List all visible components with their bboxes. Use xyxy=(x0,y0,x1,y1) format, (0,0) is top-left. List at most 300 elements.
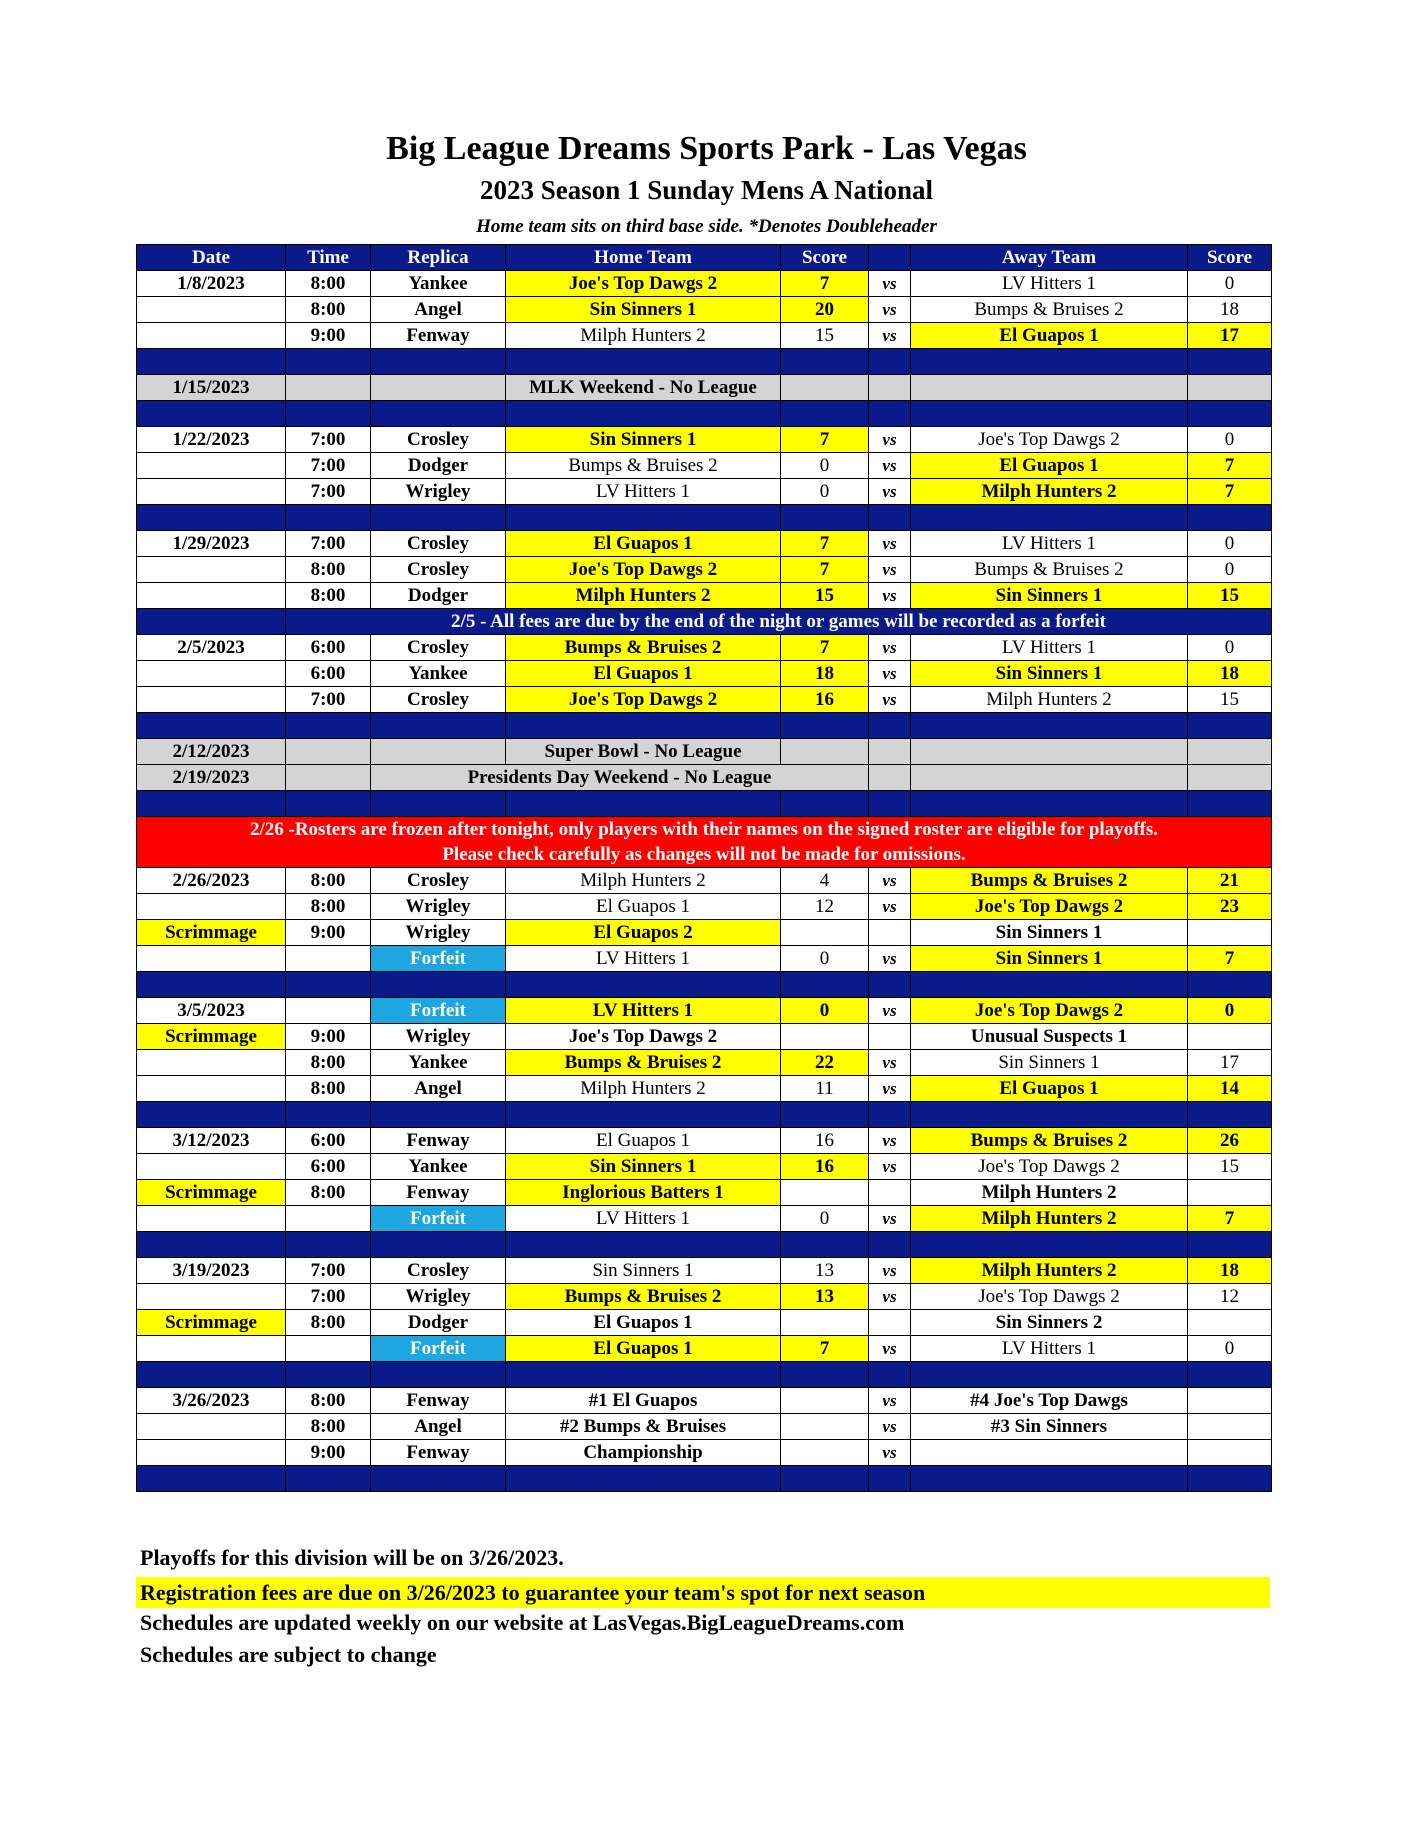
date-cell: Scrimmage xyxy=(137,1180,286,1206)
game-row xyxy=(137,1284,1272,1310)
home-score-cell xyxy=(781,1180,869,1206)
no-league-label: MLK Weekend - No League xyxy=(506,375,781,401)
home-score-cell xyxy=(781,1310,869,1336)
replica-cell xyxy=(371,375,506,401)
header-cell: Date xyxy=(137,245,286,271)
time-cell: 8:00 xyxy=(286,557,371,583)
away-team-cell: LV Hitters 1 xyxy=(911,271,1188,297)
vs-cell: vs xyxy=(869,323,911,349)
vs-cell xyxy=(869,1024,911,1050)
home-team-cell: El Guapos 1 xyxy=(506,894,781,920)
away-score-cell: 26 xyxy=(1188,1128,1272,1154)
replica-cell: Crosley xyxy=(371,1258,506,1284)
away-team-cell: Sin Sinners 2 xyxy=(911,1310,1188,1336)
spacer-cell xyxy=(137,1362,286,1388)
home-score-cell: 0 xyxy=(781,998,869,1024)
replica-cell: Wrigley xyxy=(371,1024,506,1050)
spacer-cell xyxy=(137,1232,286,1258)
game-row xyxy=(137,1050,1272,1076)
time-cell: 6:00 xyxy=(286,661,371,687)
spacer-cell xyxy=(911,1362,1188,1388)
alert-row xyxy=(137,817,1272,868)
away-score-cell: 0 xyxy=(1188,557,1272,583)
vs-cell: vs xyxy=(869,1284,911,1310)
away-team-cell: Sin Sinners 1 xyxy=(911,1050,1188,1076)
spacer-cell xyxy=(286,505,371,531)
home-score-cell: 0 xyxy=(781,453,869,479)
home-team-cell: Bumps & Bruises 2 xyxy=(506,635,781,661)
away-score-cell: 14 xyxy=(1188,1076,1272,1102)
spacer-cell xyxy=(506,1362,781,1388)
away-team-cell: Sin Sinners 1 xyxy=(911,946,1188,972)
vs-cell xyxy=(869,1180,911,1206)
home-team-cell: LV Hitters 1 xyxy=(506,998,781,1024)
spacer-cell xyxy=(781,713,869,739)
home-score-cell: 7 xyxy=(781,427,869,453)
header-cell: Time xyxy=(286,245,371,271)
game-row xyxy=(137,1076,1272,1102)
spacer-cell xyxy=(506,505,781,531)
replica-cell: Crosley xyxy=(371,687,506,713)
away-team-cell: El Guapos 1 xyxy=(911,1076,1188,1102)
away-team-cell: LV Hitters 1 xyxy=(911,635,1188,661)
spacer-cell xyxy=(137,505,286,531)
time-cell: 6:00 xyxy=(286,1154,371,1180)
time-cell: 7:00 xyxy=(286,1258,371,1284)
home-team-cell: #1 El Guapos xyxy=(506,1388,781,1414)
home-team-cell: El Guapos 2 xyxy=(506,920,781,946)
vs-cell: vs xyxy=(869,868,911,894)
spacer-cell xyxy=(1188,972,1272,998)
replica-cell: Dodger xyxy=(371,583,506,609)
spacer-cell xyxy=(137,1466,286,1492)
home-team-cell: Milph Hunters 2 xyxy=(506,323,781,349)
empty-cell xyxy=(1188,739,1272,765)
spacer-cell xyxy=(1188,1232,1272,1258)
vs-cell: vs xyxy=(869,1206,911,1232)
game-row xyxy=(137,894,1272,920)
vs-cell: vs xyxy=(869,946,911,972)
spacer-cell xyxy=(371,713,506,739)
spacer-cell xyxy=(781,972,869,998)
home-score-cell: 18 xyxy=(781,661,869,687)
spacer-cell xyxy=(869,1102,911,1128)
empty-cell xyxy=(781,375,869,401)
away-team-cell: El Guapos 1 xyxy=(911,323,1188,349)
replica-cell: Wrigley xyxy=(371,479,506,505)
away-team-cell: Milph Hunters 2 xyxy=(911,479,1188,505)
spacer-cell xyxy=(869,401,911,427)
spacer-cell xyxy=(506,349,781,375)
vs-cell xyxy=(869,920,911,946)
spacer-cell xyxy=(371,1232,506,1258)
replica-cell: Forfeit xyxy=(371,946,506,972)
vs-cell: vs xyxy=(869,635,911,661)
game-row xyxy=(137,946,1272,972)
date-cell: 3/12/2023 xyxy=(137,1128,286,1154)
home-team-cell: LV Hitters 1 xyxy=(506,946,781,972)
replica-cell: Forfeit xyxy=(371,998,506,1024)
alert-text xyxy=(137,817,1272,868)
footer-playoffs-note: Playoffs for this division will be on 3/26/2023. xyxy=(140,1545,564,1570)
away-score-cell: 7 xyxy=(1188,479,1272,505)
away-team-cell xyxy=(911,1440,1188,1466)
home-score-cell: 4 xyxy=(781,868,869,894)
replica-cell: Yankee xyxy=(371,661,506,687)
spacer-cell xyxy=(371,972,506,998)
spacer-cell xyxy=(911,349,1188,375)
vs-cell: vs xyxy=(869,661,911,687)
away-score-cell: 15 xyxy=(1188,687,1272,713)
home-team-cell: Milph Hunters 2 xyxy=(506,1076,781,1102)
home-team-cell: El Guapos 1 xyxy=(506,1128,781,1154)
page-title: Big League Dreams Sports Park - Las Vegas xyxy=(386,130,1027,167)
home-score-cell xyxy=(781,1440,869,1466)
vs-cell: vs xyxy=(869,1154,911,1180)
page-subtitle: 2023 Season 1 Sunday Mens A National xyxy=(479,175,934,205)
away-score-cell xyxy=(1188,920,1272,946)
home-team-cell: Milph Hunters 2 xyxy=(506,868,781,894)
game-row xyxy=(137,687,1272,713)
away-score-cell: 17 xyxy=(1188,1050,1272,1076)
home-score-cell: 7 xyxy=(781,557,869,583)
home-team-cell: #2 Bumps & Bruises xyxy=(506,1414,781,1440)
game-row xyxy=(137,1206,1272,1232)
away-score-cell: 17 xyxy=(1188,323,1272,349)
vs-cell: vs xyxy=(869,531,911,557)
away-score-cell xyxy=(1188,1180,1272,1206)
spacer-cell xyxy=(911,1466,1188,1492)
time-cell: 8:00 xyxy=(286,271,371,297)
away-score-cell xyxy=(1188,1310,1272,1336)
time-cell: 9:00 xyxy=(286,920,371,946)
home-score-cell: 13 xyxy=(781,1284,869,1310)
spacer-row xyxy=(137,1466,1272,1492)
replica-cell: Angel xyxy=(371,297,506,323)
away-team-cell: Joe's Top Dawgs 2 xyxy=(911,1154,1188,1180)
game-row xyxy=(137,1310,1272,1336)
empty-cell xyxy=(869,765,911,791)
replica-cell: Forfeit xyxy=(371,1336,506,1362)
time-cell: 8:00 xyxy=(286,1180,371,1206)
home-team-cell: El Guapos 1 xyxy=(506,661,781,687)
away-team-cell: LV Hitters 1 xyxy=(911,531,1188,557)
spacer-cell xyxy=(1188,349,1272,375)
home-score-cell: 15 xyxy=(781,323,869,349)
time-cell: 7:00 xyxy=(286,479,371,505)
header-cell: Score xyxy=(1188,245,1272,271)
time-cell: 8:00 xyxy=(286,1414,371,1440)
away-team-cell: Bumps & Bruises 2 xyxy=(911,1128,1188,1154)
home-team-cell: Joe's Top Dawgs 2 xyxy=(506,687,781,713)
date-cell: Scrimmage xyxy=(137,1310,286,1336)
home-team-cell: El Guapos 1 xyxy=(506,1336,781,1362)
home-team-cell: Sin Sinners 1 xyxy=(506,427,781,453)
spacer-cell xyxy=(137,791,286,817)
spacer-cell xyxy=(506,1102,781,1128)
home-score-cell: 0 xyxy=(781,1206,869,1232)
time-cell: 7:00 xyxy=(286,453,371,479)
footer-change-note: Schedules are subject to change xyxy=(140,1642,437,1667)
header-cell: Score xyxy=(781,245,869,271)
time-cell: 7:00 xyxy=(286,687,371,713)
time-cell: 8:00 xyxy=(286,1388,371,1414)
home-score-cell xyxy=(781,1024,869,1050)
spacer-cell xyxy=(286,1466,371,1492)
spacer-cell xyxy=(506,1232,781,1258)
time-cell: 8:00 xyxy=(286,1076,371,1102)
time-cell: 8:00 xyxy=(286,1310,371,1336)
spacer-cell xyxy=(781,1102,869,1128)
home-team-cell: Joe's Top Dawgs 2 xyxy=(506,557,781,583)
vs-cell: vs xyxy=(869,297,911,323)
date-cell: 2/5/2023 xyxy=(137,635,286,661)
away-team-cell: Joe's Top Dawgs 2 xyxy=(911,1284,1188,1310)
game-row xyxy=(137,557,1272,583)
away-score-cell: 0 xyxy=(1188,531,1272,557)
replica-cell: Yankee xyxy=(371,1050,506,1076)
replica-cell: Crosley xyxy=(371,531,506,557)
away-team-cell: Bumps & Bruises 2 xyxy=(911,868,1188,894)
replica-cell: Wrigley xyxy=(371,920,506,946)
schedule-note: Home team sits on third base side. *Denotes Doubleheader xyxy=(476,216,937,237)
spacer-cell xyxy=(286,713,371,739)
vs-cell: vs xyxy=(869,998,911,1024)
away-team-cell: Bumps & Bruises 2 xyxy=(911,297,1188,323)
replica-cell: Fenway xyxy=(371,323,506,349)
spacer-cell xyxy=(911,713,1188,739)
empty-cell xyxy=(781,739,869,765)
spacer-cell xyxy=(286,1232,371,1258)
vs-cell: vs xyxy=(869,479,911,505)
spacer-cell xyxy=(1188,1102,1272,1128)
spacer-cell xyxy=(506,1466,781,1492)
home-team-cell: LV Hitters 1 xyxy=(506,479,781,505)
time-cell: 7:00 xyxy=(286,1284,371,1310)
notice-spacer xyxy=(137,609,286,635)
spacer-row xyxy=(137,1102,1272,1128)
schedule-body xyxy=(137,245,1272,1492)
away-score-cell: 0 xyxy=(1188,998,1272,1024)
spacer-cell xyxy=(286,791,371,817)
spacer-cell xyxy=(137,349,286,375)
vs-cell: vs xyxy=(869,583,911,609)
replica-cell xyxy=(371,739,506,765)
time-cell: 8:00 xyxy=(286,894,371,920)
home-team-cell: Sin Sinners 1 xyxy=(506,1154,781,1180)
time-cell: 8:00 xyxy=(286,1050,371,1076)
date-cell: 2/12/2023 xyxy=(137,739,286,765)
home-team-cell: Sin Sinners 1 xyxy=(506,297,781,323)
replica-cell: Crosley xyxy=(371,635,506,661)
replica-cell: Crosley xyxy=(371,427,506,453)
spacer-cell xyxy=(869,349,911,375)
home-score-cell: 15 xyxy=(781,583,869,609)
replica-cell: Angel xyxy=(371,1414,506,1440)
date-cell xyxy=(137,1206,286,1232)
time-cell: 9:00 xyxy=(286,323,371,349)
home-team-cell: Joe's Top Dawgs 2 xyxy=(506,1024,781,1050)
spacer-cell xyxy=(781,401,869,427)
away-score-cell: 0 xyxy=(1188,271,1272,297)
home-team-cell: Bumps & Bruises 2 xyxy=(506,453,781,479)
away-score-cell: 0 xyxy=(1188,1336,1272,1362)
header-cell: Replica xyxy=(371,245,506,271)
away-team-cell: #3 Sin Sinners xyxy=(911,1414,1188,1440)
away-score-cell: 15 xyxy=(1188,583,1272,609)
spacer-row xyxy=(137,349,1272,375)
date-cell xyxy=(137,1154,286,1180)
home-score-cell xyxy=(781,920,869,946)
away-team-cell: Milph Hunters 2 xyxy=(911,1206,1188,1232)
spacer-cell xyxy=(781,1466,869,1492)
home-score-cell: 16 xyxy=(781,1128,869,1154)
vs-cell xyxy=(869,1310,911,1336)
spacer-row xyxy=(137,972,1272,998)
empty-cell xyxy=(911,375,1188,401)
spacer-row xyxy=(137,401,1272,427)
spacer-cell xyxy=(911,1102,1188,1128)
home-score-cell: 22 xyxy=(781,1050,869,1076)
game-row xyxy=(137,1180,1272,1206)
date-cell xyxy=(137,479,286,505)
home-score-cell xyxy=(781,1414,869,1440)
spacer-cell xyxy=(781,1232,869,1258)
time-cell: 8:00 xyxy=(286,583,371,609)
no-league-row xyxy=(137,765,1272,791)
table-header-row xyxy=(137,245,1272,271)
game-row xyxy=(137,1388,1272,1414)
vs-cell: vs xyxy=(869,1050,911,1076)
home-score-cell: 20 xyxy=(781,297,869,323)
home-score-cell: 7 xyxy=(781,271,869,297)
schedule-table xyxy=(136,244,1272,1492)
home-score-cell: 7 xyxy=(781,1336,869,1362)
time-cell xyxy=(286,765,371,791)
spacer-cell xyxy=(286,1102,371,1128)
vs-cell: vs xyxy=(869,557,911,583)
spacer-cell xyxy=(371,791,506,817)
vs-cell: vs xyxy=(869,687,911,713)
replica-cell: Dodger xyxy=(371,453,506,479)
away-team-cell: El Guapos 1 xyxy=(911,453,1188,479)
spacer-cell xyxy=(911,972,1188,998)
time-cell xyxy=(286,1336,371,1362)
spacer-cell xyxy=(781,1362,869,1388)
game-row xyxy=(137,271,1272,297)
vs-cell: vs xyxy=(869,1388,911,1414)
away-team-cell: #4 Joe's Top Dawgs xyxy=(911,1388,1188,1414)
date-cell: Scrimmage xyxy=(137,920,286,946)
home-score-cell: 0 xyxy=(781,946,869,972)
date-cell xyxy=(137,894,286,920)
spacer-cell xyxy=(286,1362,371,1388)
spacer-cell xyxy=(869,1362,911,1388)
home-score-cell: 0 xyxy=(781,479,869,505)
game-row xyxy=(137,323,1272,349)
spacer-cell xyxy=(1188,791,1272,817)
game-row xyxy=(137,453,1272,479)
empty-cell xyxy=(1188,375,1272,401)
home-team-cell: El Guapos 1 xyxy=(506,1310,781,1336)
away-score-cell: 7 xyxy=(1188,453,1272,479)
game-row xyxy=(137,1414,1272,1440)
spacer-cell xyxy=(371,1362,506,1388)
replica-cell: Fenway xyxy=(371,1440,506,1466)
footer-website-note: Schedules are updated weekly on our website at LasVegas.BigLeagueDreams.com xyxy=(140,1610,905,1635)
away-score-cell xyxy=(1188,1414,1272,1440)
game-row xyxy=(137,868,1272,894)
spacer-cell xyxy=(869,505,911,531)
spacer-row xyxy=(137,713,1272,739)
game-row xyxy=(137,1258,1272,1284)
spacer-cell xyxy=(911,505,1188,531)
empty-cell xyxy=(911,739,1188,765)
home-score-cell xyxy=(781,1388,869,1414)
spacer-cell xyxy=(869,972,911,998)
time-cell: 6:00 xyxy=(286,1128,371,1154)
game-row xyxy=(137,1440,1272,1466)
date-cell: 2/26/2023 xyxy=(137,868,286,894)
spacer-row xyxy=(137,1232,1272,1258)
away-score-cell: 18 xyxy=(1188,297,1272,323)
date-cell xyxy=(137,323,286,349)
date-cell xyxy=(137,1440,286,1466)
date-cell xyxy=(137,1284,286,1310)
home-team-cell: Bumps & Bruises 2 xyxy=(506,1050,781,1076)
spacer-cell xyxy=(286,972,371,998)
replica-cell: Crosley xyxy=(371,868,506,894)
date-cell xyxy=(137,297,286,323)
game-row xyxy=(137,1024,1272,1050)
time-cell: 6:00 xyxy=(286,635,371,661)
spacer-cell xyxy=(911,1232,1188,1258)
game-row xyxy=(137,920,1272,946)
game-row xyxy=(137,531,1272,557)
spacer-cell xyxy=(506,972,781,998)
replica-cell: Fenway xyxy=(371,1128,506,1154)
away-score-cell: 21 xyxy=(1188,868,1272,894)
replica-cell: Crosley xyxy=(371,557,506,583)
spacer-cell xyxy=(137,972,286,998)
spacer-cell xyxy=(869,1232,911,1258)
vs-cell: vs xyxy=(869,1128,911,1154)
alert-line: 2/26 -Rosters are frozen after tonight, only players with their names on the signed roster are eligible for playoffs. xyxy=(249,819,1159,840)
time-cell: 9:00 xyxy=(286,1024,371,1050)
header-cell: Home Team xyxy=(506,245,781,271)
spacer-row xyxy=(137,791,1272,817)
away-score-cell xyxy=(1188,1024,1272,1050)
home-score-cell: 7 xyxy=(781,635,869,661)
spacer-cell xyxy=(506,401,781,427)
away-score-cell: 18 xyxy=(1188,661,1272,687)
replica-cell: Yankee xyxy=(371,1154,506,1180)
away-team-cell: Joe's Top Dawgs 2 xyxy=(911,894,1188,920)
spacer-cell xyxy=(869,1466,911,1492)
no-league-label: Presidents Day Weekend - No League xyxy=(371,765,869,791)
game-row xyxy=(137,1128,1272,1154)
replica-cell: Fenway xyxy=(371,1180,506,1206)
home-team-cell: Milph Hunters 2 xyxy=(506,583,781,609)
vs-cell: vs xyxy=(869,894,911,920)
spacer-cell xyxy=(869,791,911,817)
empty-cell xyxy=(911,765,1188,791)
spacer-cell xyxy=(1188,713,1272,739)
date-cell: 1/15/2023 xyxy=(137,375,286,401)
spacer-row xyxy=(137,1362,1272,1388)
spacer-cell xyxy=(1188,1362,1272,1388)
empty-cell xyxy=(1188,765,1272,791)
